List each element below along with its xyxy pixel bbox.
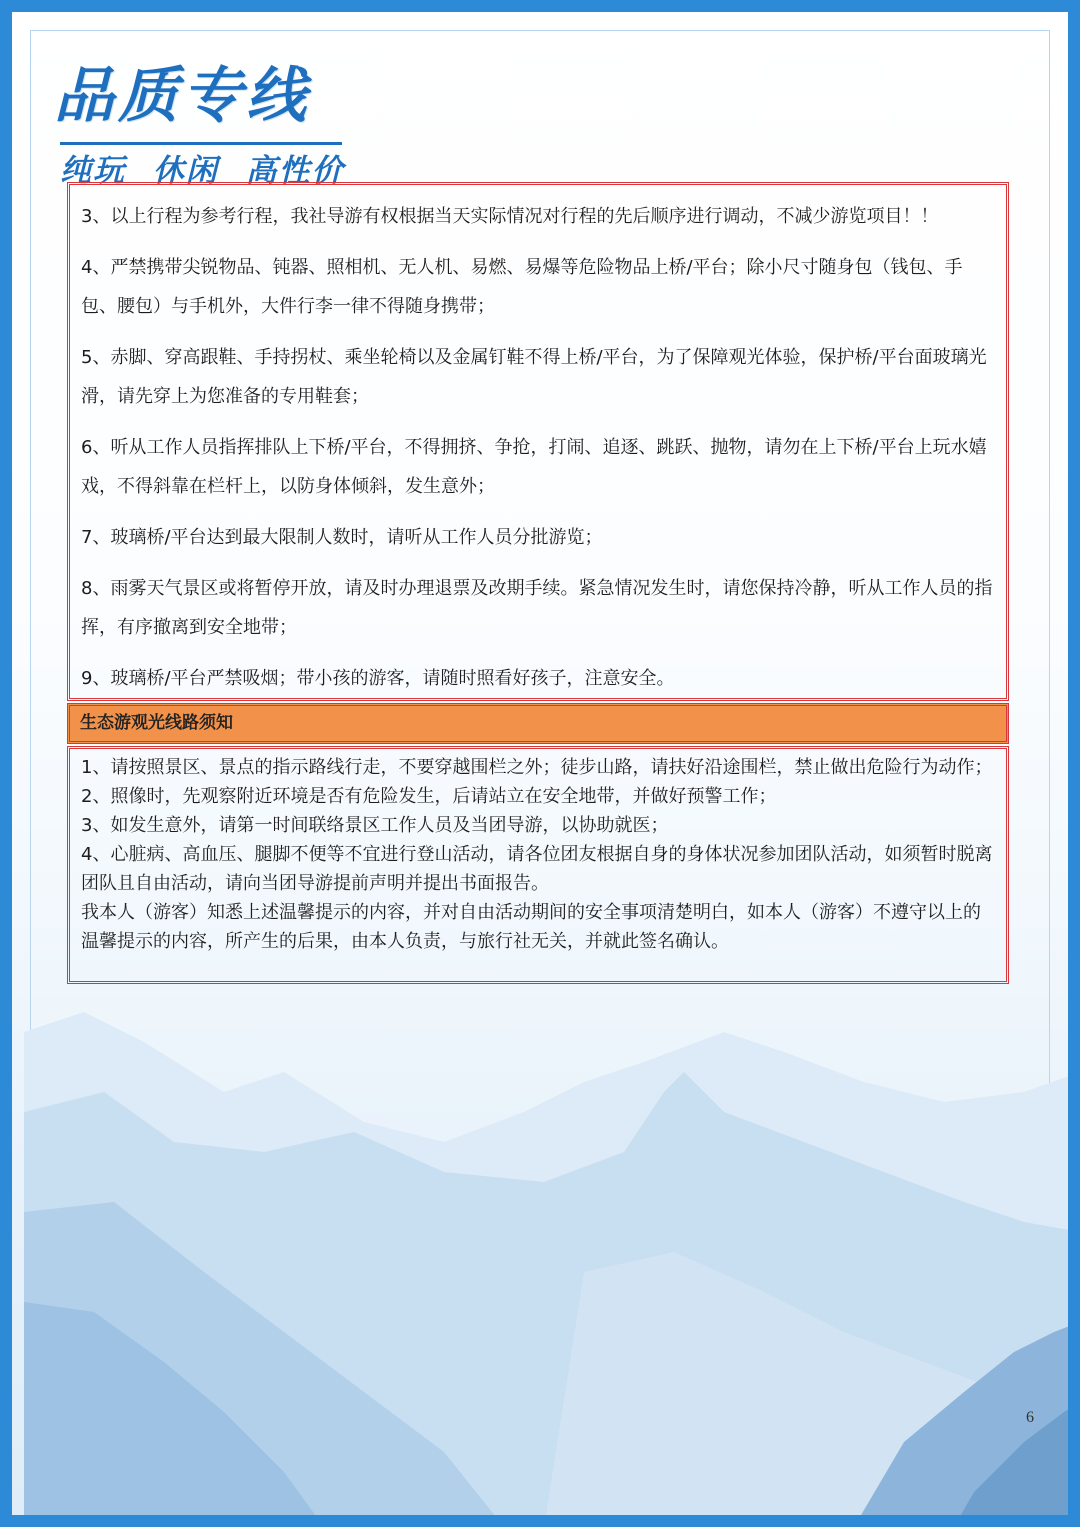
notice-item: 9、玻璃桥/平台严禁吸烟；带小孩的游客，请随时照看好孩子，注意安全。: [81, 668, 675, 689]
brand-subtitle-item: 纯玩: [60, 153, 126, 189]
notice-item: 5、赤脚、穿高跟鞋、手持拐杖、乘坐轮椅以及金属钉鞋不得上桥/平台，为了保障观光体验，保护桥/平台面玻璃光滑，请先穿上为您准备的专用鞋套；: [81, 347, 987, 407]
notice-item: 3、以上行程为参考行程，我社导游有权根据当天实际情况对行程的先后顺序进行调动，不减少游览项目！！: [81, 206, 939, 227]
brand-logo: [54, 52, 359, 191]
brand-subtitle-item: 高性价: [245, 153, 345, 189]
mountain-background-illustration: [24, 972, 1080, 1527]
eco-statement: 我本人（游客）知悉上述温馨提示的内容，并对自由活动期间的安全事项清楚明白，如本人（游客）不遵守以上的温馨提示的内容，所产生的后果，由本人负责，与旅行社无关，并就此签名确认。: [81, 902, 981, 952]
notice-item: 7、玻璃桥/平台达到最大限制人数时，请听从工作人员分批游览；: [81, 527, 603, 548]
brand-subtitle-item: 休闲: [152, 153, 219, 189]
notice-box: [67, 182, 1009, 701]
notice-item: 8、雨雾天气景区或将暂停开放，请及时办理退票及改期手续。紧急情况发生时，请您保持冷静，听从工作人员的指挥，有序撤离到安全地带；: [81, 578, 993, 638]
page-number: 6: [1026, 1409, 1034, 1426]
brand-divider: [60, 142, 342, 145]
notice-item: 4、严禁携带尖锐物品、钝器、照相机、无人机、易燃、易爆等危险物品上桥/平台；除小尺寸随身包（钱包、手包、腰包）与手机外，大件行李一律不得随身携带；: [81, 257, 963, 317]
eco-section-box: [67, 746, 1009, 984]
eco-item: 2、照像时，先观察附近环境是否有危险发生，后请站立在安全地带，并做好预警工作；: [81, 786, 777, 807]
notice-item: 6、听从工作人员指挥排队上下桥/平台，不得拥挤、争抢，打闹、追逐、跳跃、抛物，请勿在上下桥/平台上玩水嬉戏，不得斜靠在栏杆上，以防身体倾斜，发生意外；: [81, 437, 987, 497]
eco-item: 4、心脏病、高血压、腿脚不便等不宜进行登山活动，请各位团友根据自身的身体状况参加团队活动，如须暂时脱离团队且自由活动，请向当团导游提前声明并提出书面报告。: [81, 844, 993, 894]
eco-section-header: 生态游观光线路须知: [67, 703, 1009, 744]
eco-item: 3、如发生意外，请第一时间联络景区工作人员及当团导游，以协助就医；: [81, 815, 669, 836]
eco-item: 1、请按照景区、景点的指示路线行走，不要穿越围栏之外；徒步山路，请扶好沿途围栏，禁止做出危险行为动作；: [81, 757, 993, 778]
brand-title: 品质专线: [54, 61, 310, 131]
